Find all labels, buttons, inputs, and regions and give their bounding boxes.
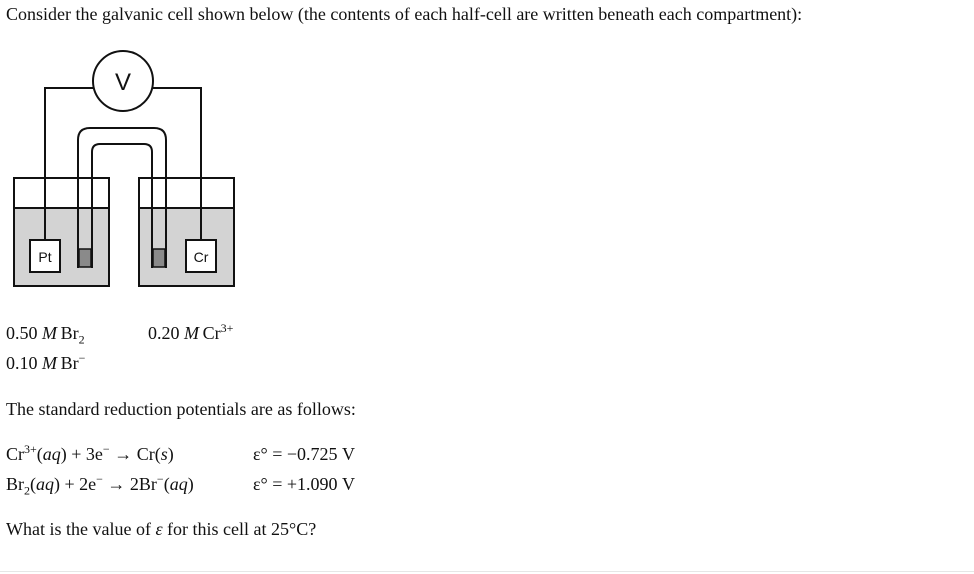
reaction-cr-potential: ε° = −0.725 V [253, 444, 356, 464]
salt-bridge-plug-right [153, 249, 165, 267]
cr-electrode-label: Cr [193, 249, 209, 265]
voltmeter-label: V [114, 69, 132, 96]
question-prompt: What is the value of ε for this cell at 25°C? [6, 519, 317, 539]
bottom-divider [0, 571, 974, 572]
right-half-cell-line1: 0.20 M $Cr^{3+}$ [148, 321, 234, 343]
left-half-cell-line1: 0.50 M $Br_2$ [6, 323, 85, 347]
reaction-br-potential: ε° = +1.090 V [253, 474, 356, 494]
pt-electrode-label: Pt [38, 249, 52, 265]
galvanic-cell-diagram [0, 40, 260, 295]
potentials-intro: The standard reduction potentials are as follows: [6, 399, 356, 419]
reaction-cr-equation: $Cr^{3+}(aq) + 3e^- \to Cr(s)$ [6, 442, 174, 464]
question-intro: Consider the galvanic cell shown below (the contents of each half-cell are written beneath each compartment): [6, 4, 803, 24]
left-solution [14, 208, 109, 286]
left-half-cell-line2: 0.10 M Br− [6, 351, 86, 373]
reaction-br-equation: $Br_2(aq) + 2e^- \to 2Br^-(aq)$ [6, 472, 194, 498]
salt-bridge-plug-left [79, 249, 91, 267]
